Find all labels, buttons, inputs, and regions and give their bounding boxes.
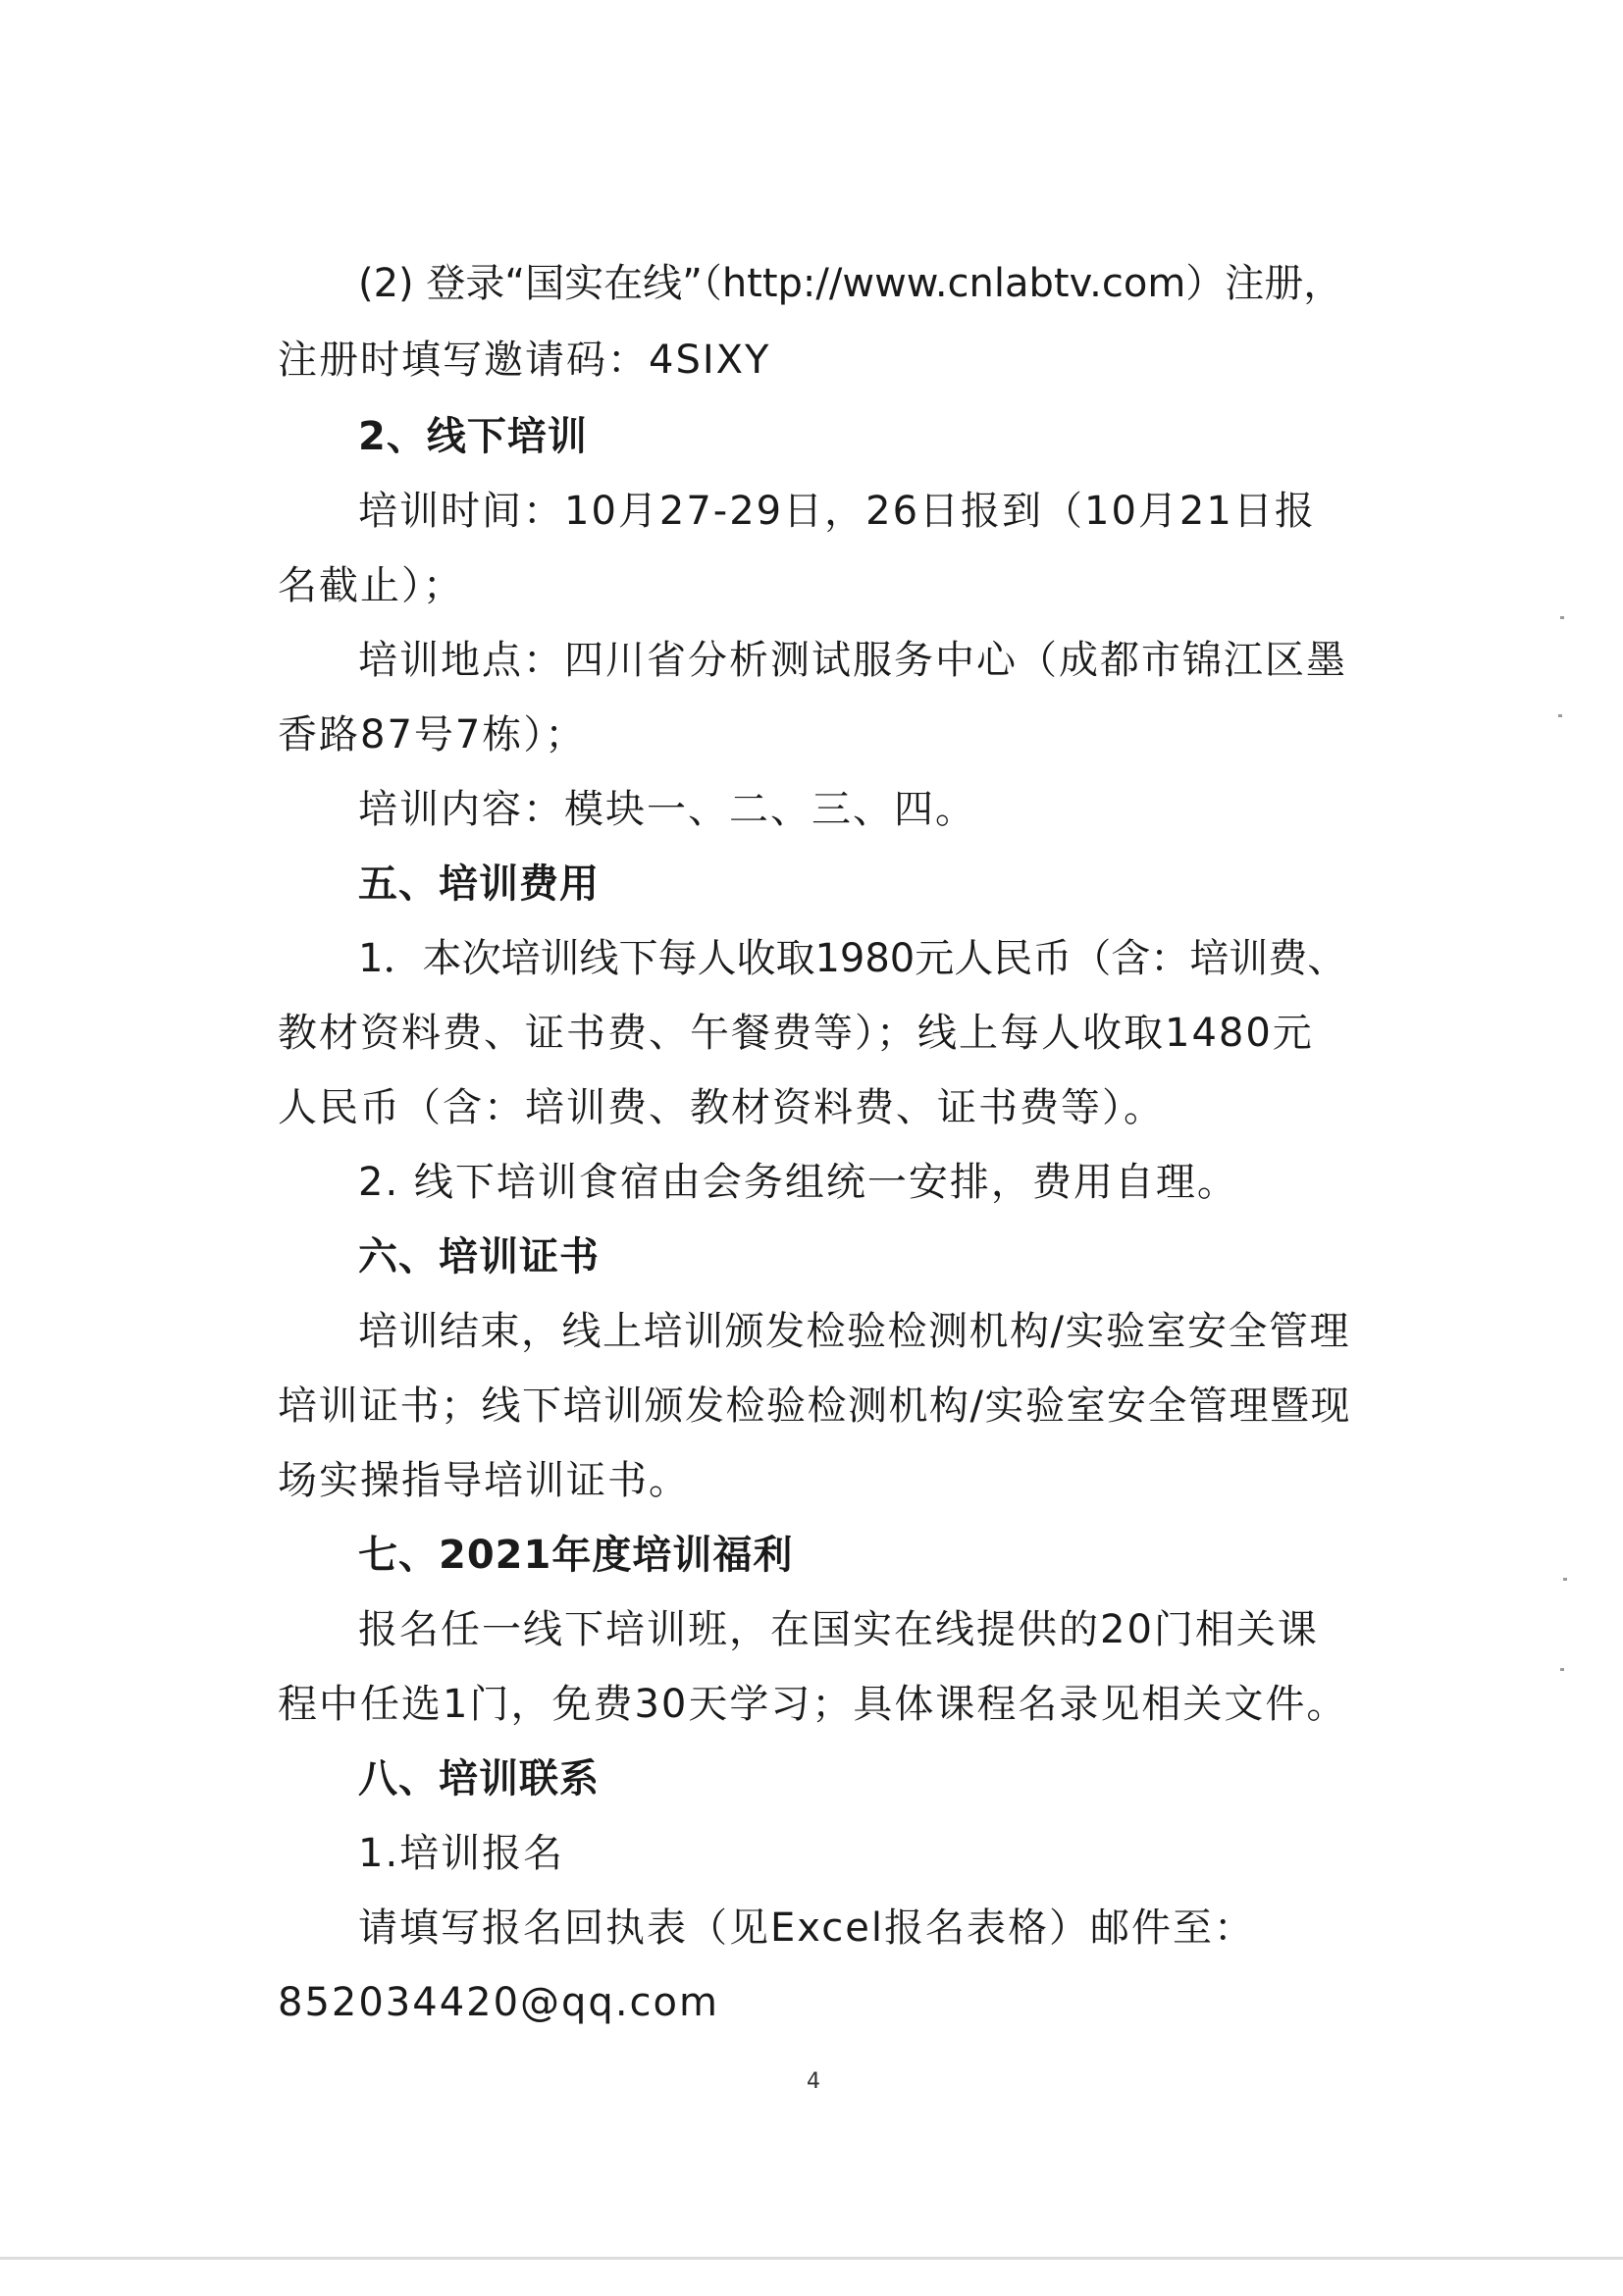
body-line-training-time: 培训时间：10月27-29日，26日报到（10月21日报	[358, 489, 1316, 534]
body-line-benefit-free-study: 程中任选1门，免费30天学习；具体课程名录见相关文件。	[278, 1682, 1348, 1727]
body-line-registration-url: (2) 登录“国实在线”（http://www.cnlabtv.com）注册，	[358, 261, 1343, 306]
body-line-accommodation: 2. 线下培训食宿由会务组统一安排，费用自理。	[358, 1160, 1238, 1205]
heading-training-fees: 五、培训费用	[358, 861, 600, 907]
body-line-fee-online: 教材资料费、证书费、午餐费等）；线上每人收取1480元	[278, 1011, 1314, 1056]
body-line-certificate-onsite: 场实操指导培训证书。	[278, 1458, 690, 1503]
page-number: 4	[807, 2069, 820, 2094]
body-line-invite-code: 注册时填写邀请码：4SIXY	[278, 338, 771, 383]
body-line-certificate-offline: 培训证书；线下培训颁发检验检测机构/实验室安全管理暨现	[278, 1383, 1351, 1429]
body-line-fee-offline: 1．本次培训线下每人收取1980元人民币（含：培训费、	[358, 936, 1347, 981]
heading-training-benefits: 七、2021年度培训福利	[358, 1533, 794, 1578]
body-line-registration-instruction: 请填写报名回执表（见Excel报名表格）邮件至：	[358, 1905, 1255, 1951]
body-line-training-content: 培训内容：模块一、二、三、四。	[358, 787, 976, 832]
heading-training-certificate: 六、培训证书	[358, 1234, 600, 1279]
scan-speck	[1563, 1578, 1567, 1581]
scan-speck	[1558, 714, 1562, 717]
scan-speck	[1560, 616, 1564, 619]
scan-speck	[1560, 1668, 1564, 1671]
body-line-training-location: 培训地点：四川省分析测试服务中心（成都市锦江区墨	[358, 638, 1347, 683]
body-line-benefit-courses: 报名任一线下培训班，在国实在线提供的20门相关课	[358, 1607, 1319, 1652]
body-line-registration-email: 852034420@qq.com	[278, 1980, 719, 2025]
heading-offline-training: 2、线下培训	[358, 414, 588, 459]
body-line-fee-online-items: 人民币（含：培训费、教材资料费、证书费等）。	[278, 1085, 1165, 1130]
heading-training-contact: 八、培训联系	[358, 1756, 600, 1801]
body-line-certificate-online: 培训结束，线上培训颁发检验检测机构/实验室安全管理	[358, 1309, 1350, 1354]
body-line-deadline: 名截止）；	[278, 563, 464, 608]
scan-bottom-edge	[0, 2257, 1623, 2260]
body-line-registration-title: 1.培训报名	[358, 1831, 565, 1876]
body-line-address: 香路87号7栋）；	[278, 712, 587, 757]
